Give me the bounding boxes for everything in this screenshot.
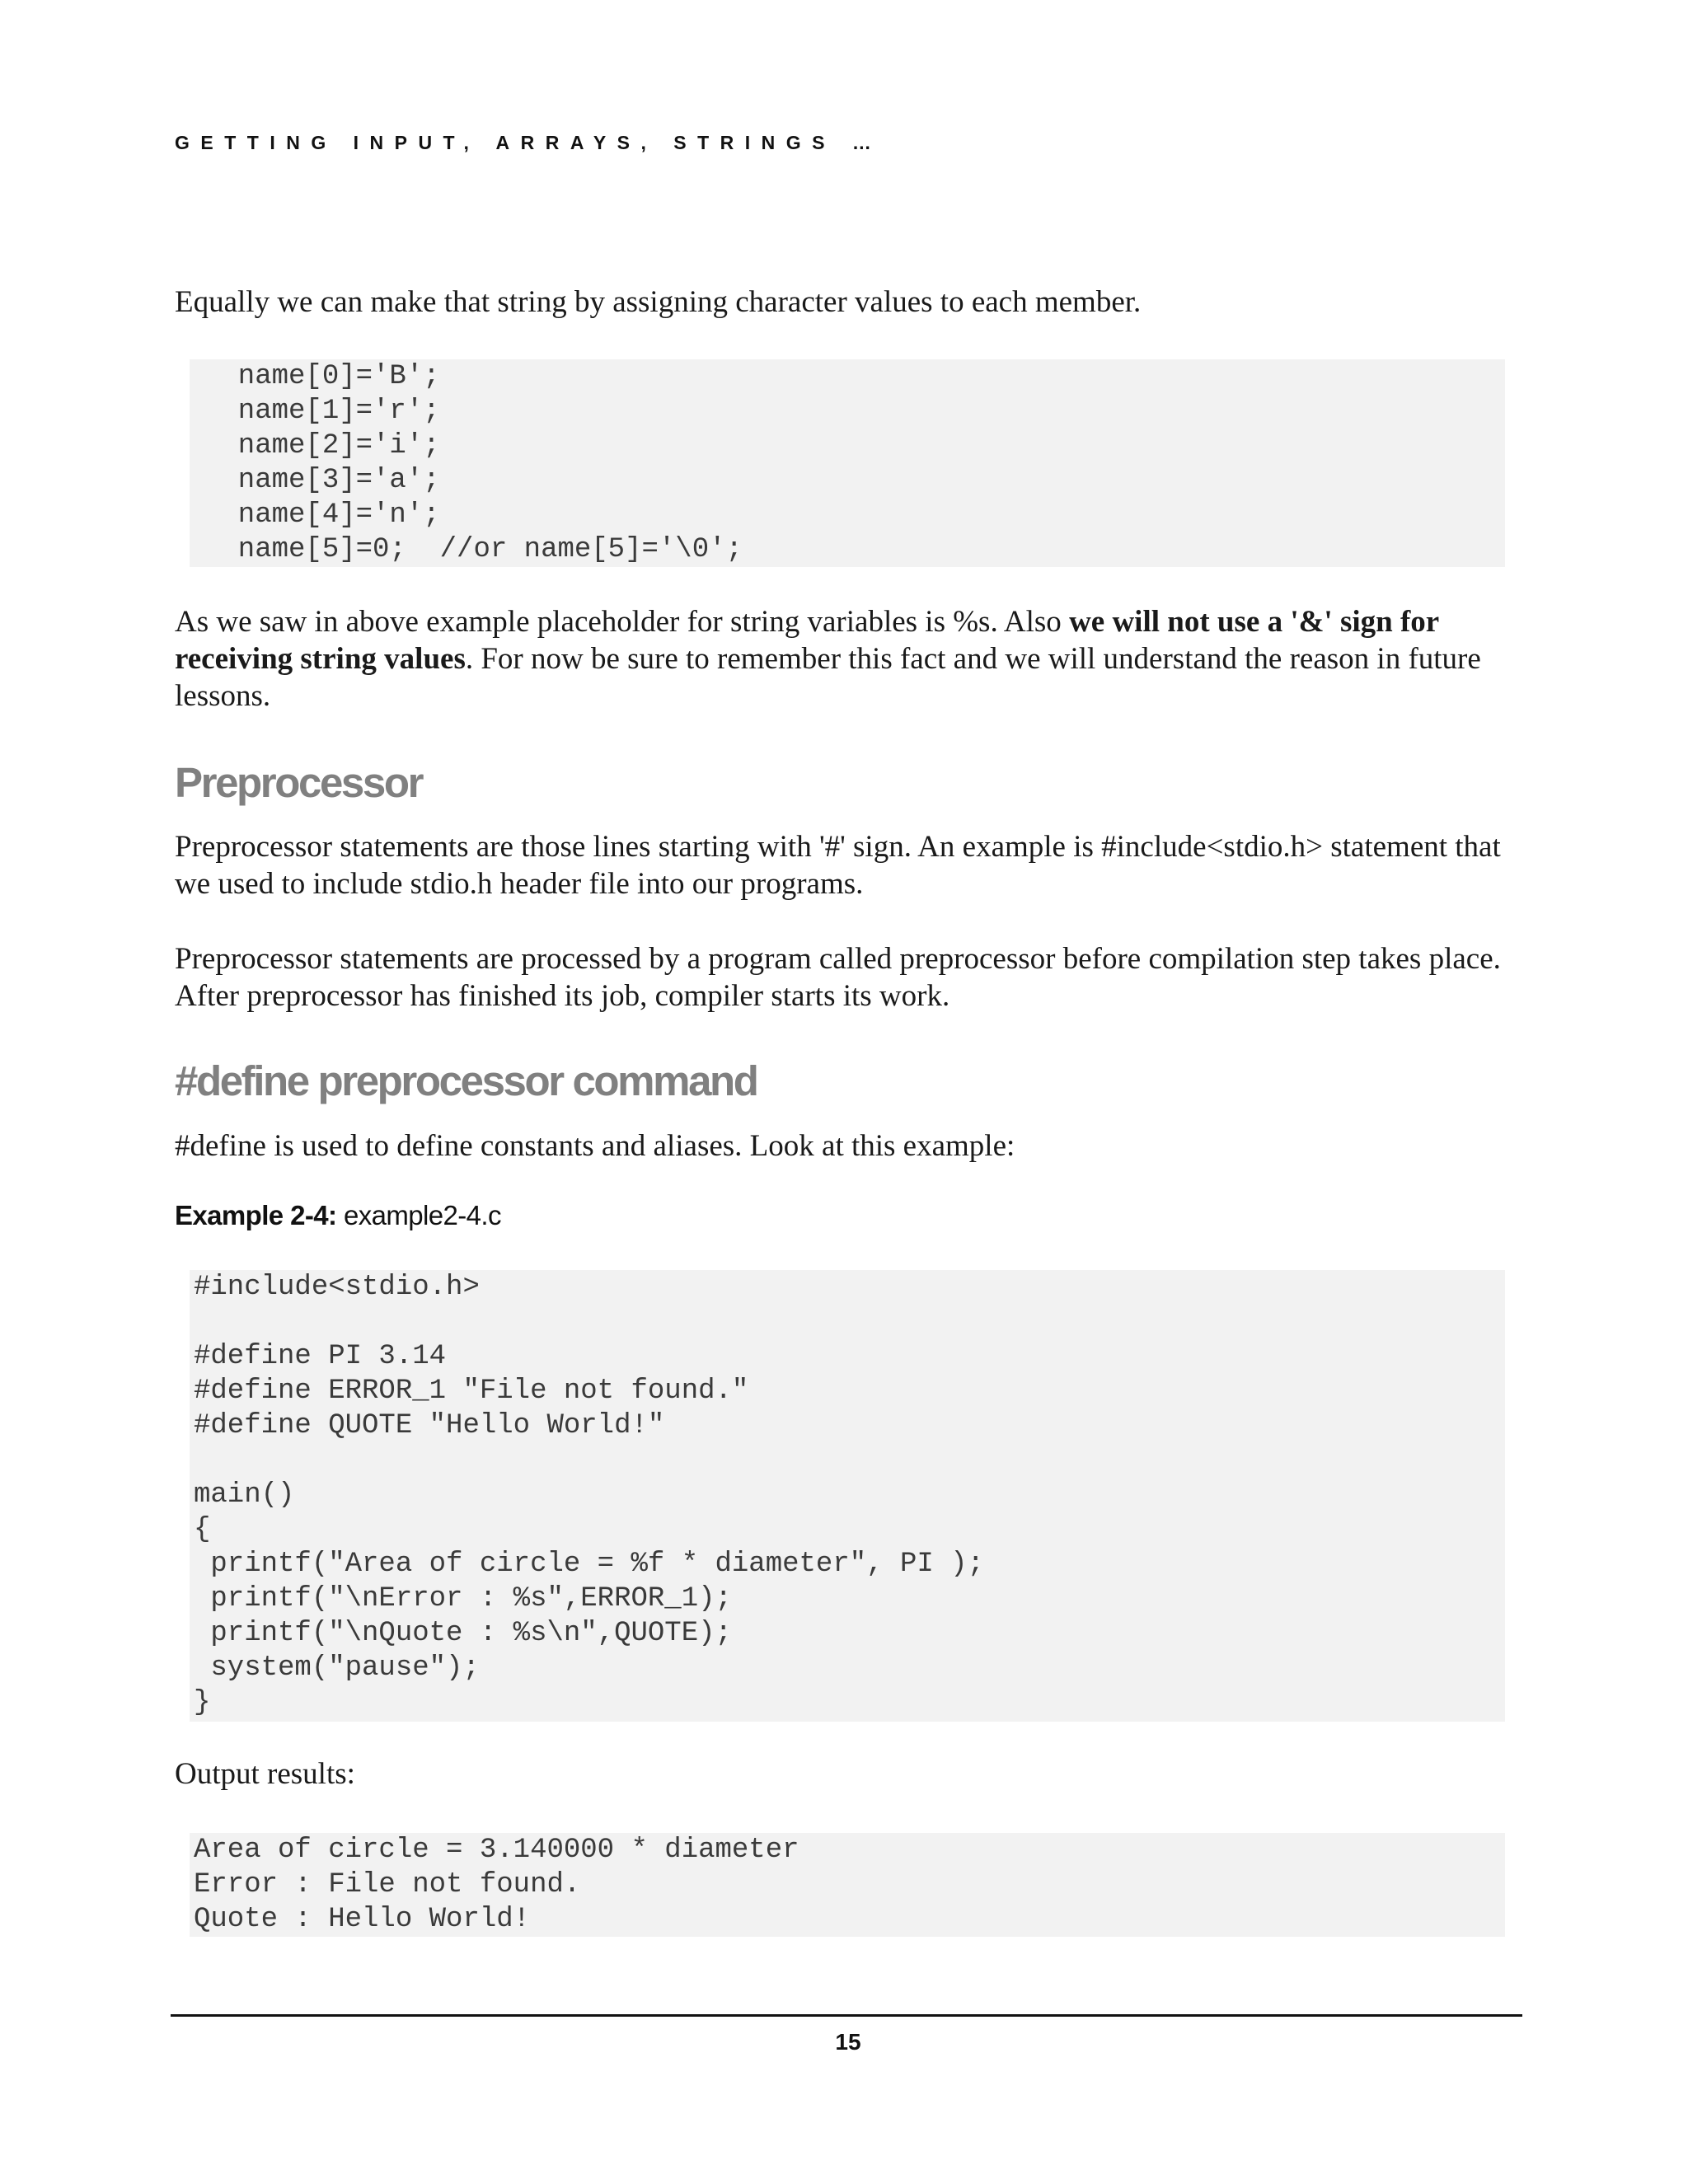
note-bold-text: we will not use a '&' sign for receiving string values (175, 605, 1439, 676)
running-header: GETTING INPUT, ARRAYS, STRINGS … (175, 132, 883, 153)
code-line: #define QUOTE "Hello World!" (194, 1410, 665, 1441)
code-line: Area of circle = 3.140000 * diameter (194, 1835, 799, 1866)
string-placeholder-note (175, 603, 1510, 715)
example-caption (175, 1200, 501, 1231)
section-heading-define: #define preprocessor command (175, 1057, 757, 1104)
code-line: Quote : Hello World! (194, 1904, 531, 1935)
code-block-output (190, 1833, 1505, 1937)
example-filename: example2-4.c (343, 1200, 501, 1230)
footer-rule (171, 2014, 1522, 2017)
code-line: name[5]=0; //or name[5]='\0'; (204, 534, 743, 565)
preprocessor-paragraph-1: Preprocessor statements are those lines starting with '#' sign. An example is #include<stdio.h> statement that we used to include stdio.h header file into our programs. (175, 830, 1501, 901)
note-text-start: As we saw in above example placeholder for string variables is %s. Also (175, 605, 1070, 639)
intro-paragraph: Equally we can make that string by assigning character values to each member. (175, 285, 1142, 319)
code-line: #define ERROR_1 "File not found." (194, 1376, 749, 1407)
code-block-example (190, 1270, 1505, 1722)
code-line: { (194, 1514, 211, 1545)
code-line: name[0]='B'; (204, 361, 440, 392)
note-text-end: . For now be sure to remember this fact and we will understand the reason in future lessons. (175, 642, 1481, 713)
code-line: name[1]='r'; (204, 396, 440, 427)
code-line: system("pause"); (194, 1652, 480, 1684)
code-line (194, 1305, 1505, 1339)
define-paragraph: #define is used to define constants and aliases. Look at this example: (175, 1129, 1015, 1163)
code-line: main() (194, 1479, 295, 1511)
code-line: #define PI 3.14 (194, 1341, 447, 1372)
code-line: printf("Area of circle = %f * diameter", PI ); (194, 1549, 984, 1580)
output-label: Output results: (175, 1757, 355, 1791)
page-number: 15 (835, 2029, 861, 2055)
code-line: name[4]='n'; (204, 499, 440, 531)
code-line: printf("\nError : %s",ERROR_1); (194, 1583, 732, 1615)
code-line: printf("\nQuote : %s\n",QUOTE); (194, 1618, 732, 1649)
code-block-array-assign (190, 359, 1505, 567)
example-label: Example 2-4: (175, 1200, 337, 1230)
preprocessor-paragraph-2: Preprocessor statements are processed by a program called preprocessor before compilation step takes place. After preprocessor has finished its job, compiler starts its work. (175, 942, 1501, 1013)
code-line: name[3]='a'; (204, 465, 440, 496)
code-line: } (194, 1687, 211, 1718)
section-heading-preprocessor: Preprocessor (175, 759, 423, 806)
code-line: #include<stdio.h> (194, 1272, 480, 1303)
code-line: Error : File not found. (194, 1869, 581, 1900)
code-line: name[2]='i'; (204, 430, 440, 462)
code-line (194, 1443, 1505, 1478)
